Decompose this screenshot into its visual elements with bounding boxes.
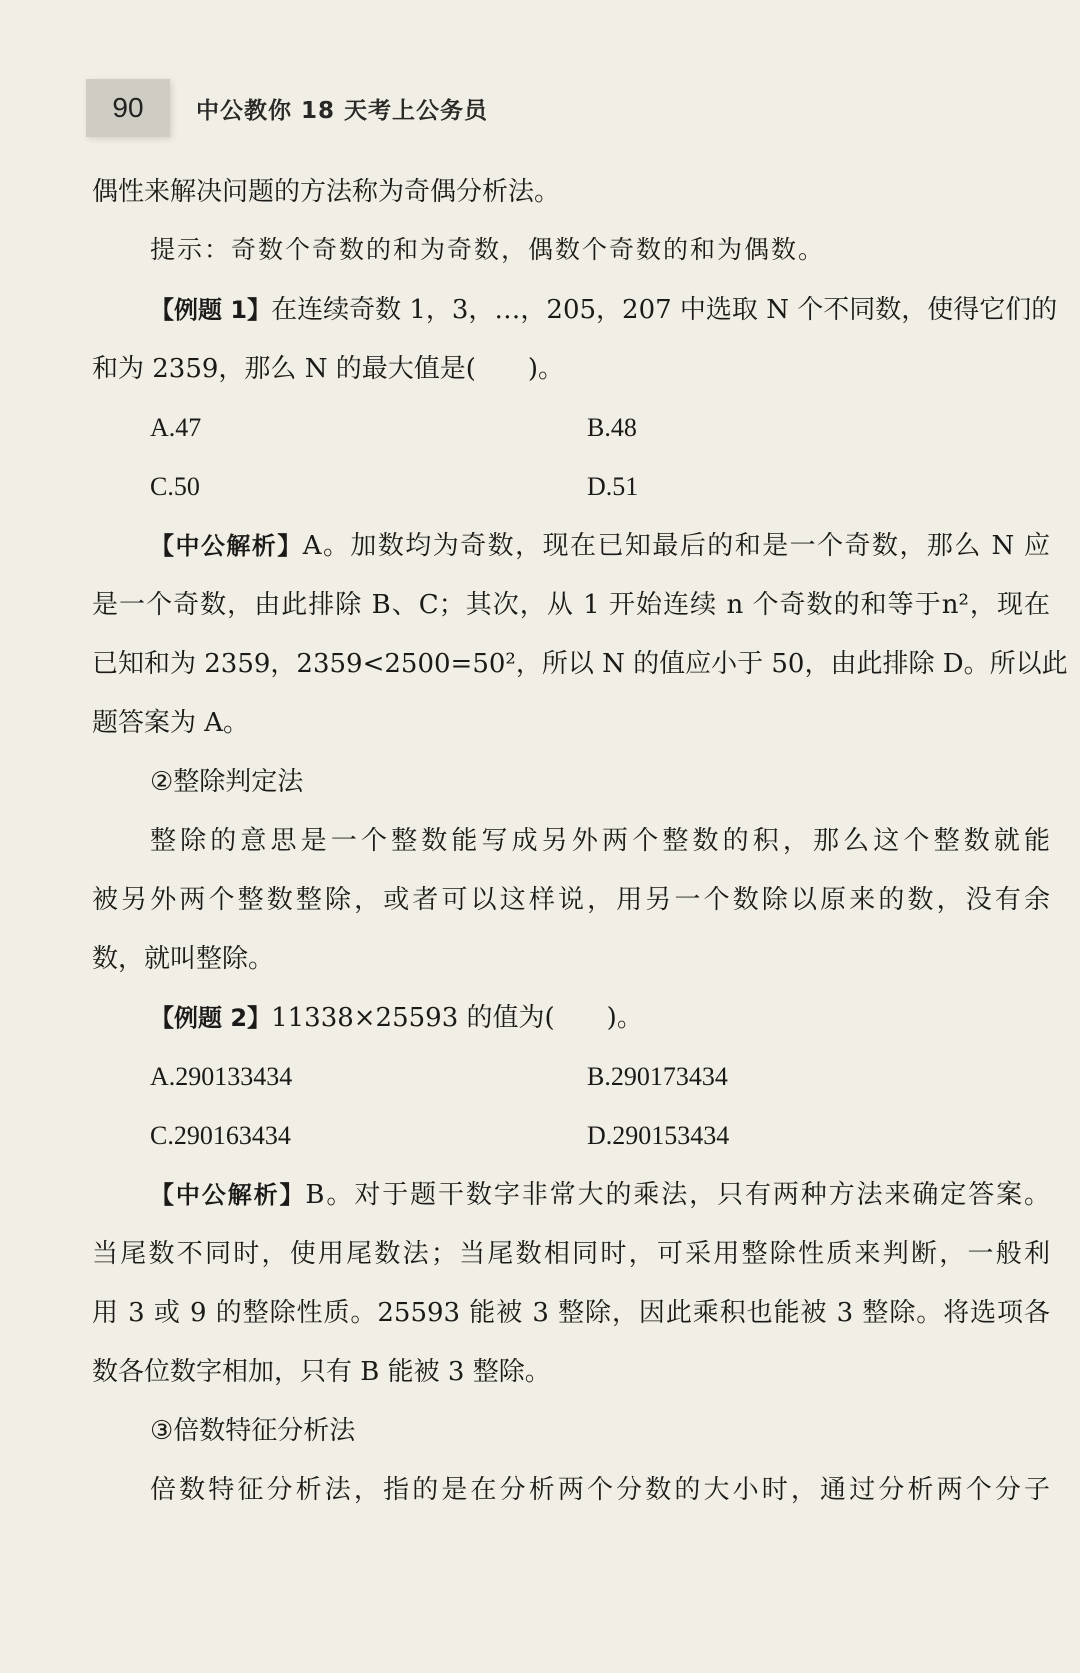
section-2-line-1: 整除的意思是一个整数能写成另外两个整数的积，那么这个整数就能	[150, 826, 1050, 856]
section-2-line-3: 数，就叫整除。	[92, 944, 275, 974]
analysis-2-text: B。对于题干数字非常大的乘法，只有两种方法来确定答案。	[305, 1180, 1051, 1210]
example-2-option-b: B.290173434	[587, 1062, 728, 1091]
example-1-option-b: B.48	[587, 413, 637, 442]
hint-text: 提示：奇数个奇数的和为奇数，偶数个奇数的和为偶数。	[150, 235, 826, 264]
example-2-tag: 【例题 2】	[150, 1004, 272, 1032]
example-1-text: 在连续奇数 1，3，…，205，207 中选取 N 个不同数，使得它们的	[271, 295, 1058, 325]
example-1-option-a: A.47	[150, 413, 202, 442]
analysis-2-line-4: 数各位数字相加，只有 B 能被 3 整除。	[92, 1357, 551, 1387]
section-2-title: ②整除判定法	[150, 767, 304, 797]
analysis-1-line-3: 已知和为 2359，2359<2500=50²，所以 N 的值应小于 50，由此排除 D。所以此	[92, 649, 1068, 679]
example-2-option-a: A.290133434	[150, 1062, 293, 1091]
analysis-1-tag: 【中公解析】	[150, 532, 303, 560]
analysis-1-line-2: 是一个奇数，由此排除 B、C；其次，从 1 开始连续 n 个奇数的和等于n²，现在	[92, 590, 1050, 620]
example-2-option-c: C.290163434	[150, 1121, 291, 1150]
example-2-text: 11338×25593 的值为( )。	[271, 1003, 643, 1033]
section-3-line-1: 倍数特征分析法，指的是在分析两个分数的大小时，通过分析两个分子	[150, 1475, 1050, 1505]
example-1-option-d: D.51	[587, 472, 639, 501]
example-2-option-d: D.290153434	[587, 1121, 730, 1150]
analysis-2-line-3: 用 3 或 9 的整除性质。25593 能被 3 整除，因此乘积也能被 3 整除。将选项各	[92, 1298, 1050, 1328]
page-number: 90	[86, 79, 170, 137]
section-3-title: ③倍数特征分析法	[150, 1416, 356, 1446]
paragraph-line: 偶性来解决问题的方法称为奇偶分析法。	[92, 177, 561, 207]
analysis-2-tag: 【中公解析】	[150, 1181, 306, 1209]
analysis-2	[150, 1177, 1050, 1213]
example-1-question	[150, 292, 1058, 328]
analysis-1	[150, 528, 1050, 564]
analysis-1-text: A。加数均为奇数，现在已知最后的和是一个奇数，那么 N 应	[302, 531, 1050, 561]
page-header	[86, 78, 488, 138]
example-1-option-c: C.50	[150, 472, 200, 501]
book-title: 中公教你 18 天考上公务员	[196, 97, 489, 124]
example-1-tag: 【例题 1】	[150, 296, 272, 324]
analysis-2-line-2: 当尾数不同时，使用尾数法；当尾数相同时，可采用整除性质来判断，一般利	[92, 1239, 1050, 1269]
analysis-1-line-4: 题答案为 A。	[92, 708, 250, 738]
example-1-question-cont: 和为 2359，那么 N 的最大值是( )。	[92, 354, 564, 384]
example-2-question	[150, 1000, 643, 1036]
section-2-line-2: 被另外两个整数整除，或者可以这样说，用另一个数除以原来的数，没有余	[92, 885, 1050, 915]
